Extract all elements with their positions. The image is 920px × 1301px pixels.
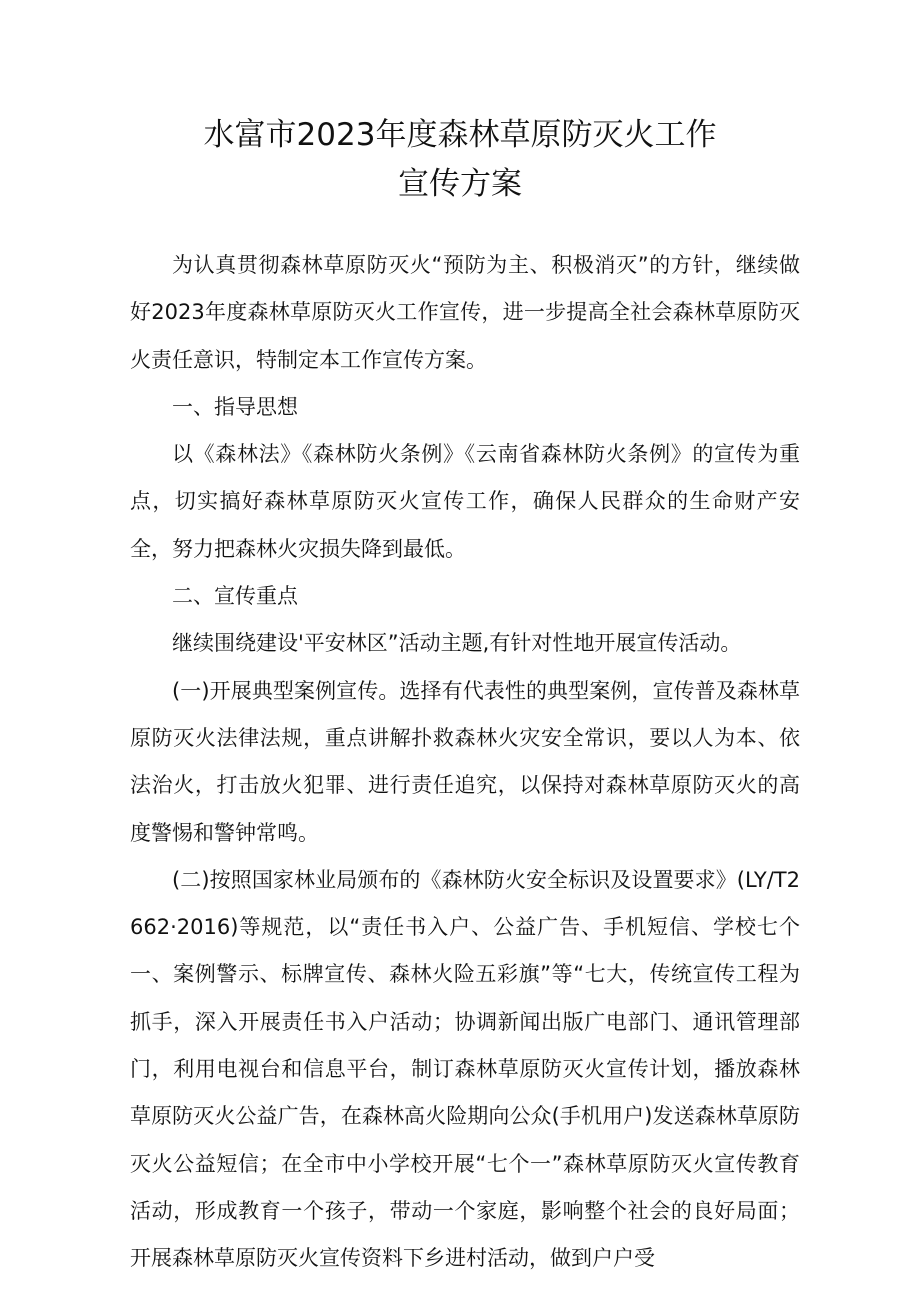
section-heading-guiding-ideology: 一、指导思想 xyxy=(172,394,298,419)
guiding-ideology-paragraph: 以《森林法》《森林防火条例》《云南省森林防火条例》的宣传为重点，切实搞好森林草原防灭火宣传工作，确保人民群众的生命财产安全，努力把森林火灾损失降到最低。 xyxy=(130,442,800,561)
document-title-line-1: 水富市2023年度森林草原防灭火工作 xyxy=(203,117,717,153)
intro-paragraph: 为认真贯彻森林草原防灭火“预防为主、积极消灭”的方针，继续做好2023年度森林草原防灭火工作宣传，进一步提高全社会森林草原防灭火责任意识，特制定本工作宣传方案。 xyxy=(130,253,800,372)
case-publicity-paragraph: (一)开展典型案例宣传。选择有代表性的典型案例，宣传普及森林草原防灭火法律法规，重点讲解扑救森林火灾安全常识，要以人为本、依法治火，打击放火犯罪、进行责任追究，以保持对森林草原防灭火的高度警惕和警钟常鸣。 xyxy=(130,678,800,845)
document-title-line-2: 宣传方案 xyxy=(398,166,522,202)
standards-publicity-paragraph: (二)按照国家林业局颁布的《森林防火安全标识及设置要求》(LY/T2662·2016)等规范，以“责任书入户、公益广告、手机短信、学校七个一、案例警示、标牌宣传、森林火险五彩旗”等“七大，传统宣传工程为抓手，深入开展责任书入户活动；协调新闻出版广电部门、通讯管理部门，利用电视台和信息平台，制订森林草原防灭火宣传计划，播放森林草原防灭火公益广告，在森林高火险期向公众(手机用户)发送森林草原防灭火公益短信；在全市中小学校开展“七个一”森林草原防灭火宣传教育活动，形成教育一个孩子，带动一个家庭，影响整个社会的良好局面；开展森林草原防灭火宣传资料下乡进村活动，做到户户受 xyxy=(130,867,800,1271)
document-body xyxy=(130,242,800,1283)
publicity-focus-paragraph: 继续围绕建设'平安林区”活动主题,有针对性地开展宣传活动。 xyxy=(172,631,742,656)
section-heading-publicity-focus: 二、宣传重点 xyxy=(172,584,298,609)
